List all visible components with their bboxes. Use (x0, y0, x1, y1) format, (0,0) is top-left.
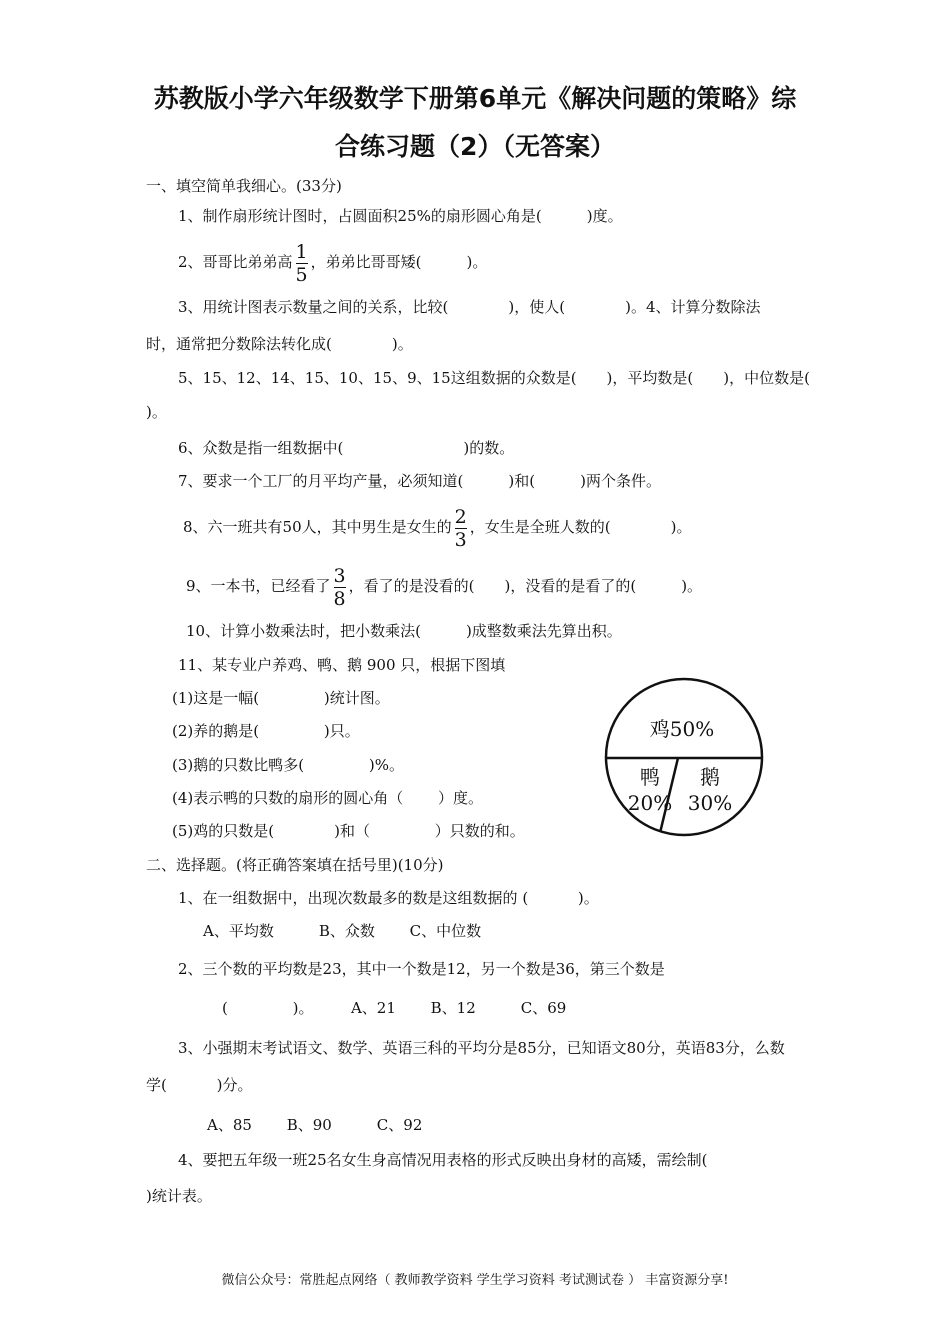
q2-text-post: ，弟弟比哥哥矮( )。 (310, 253, 488, 271)
s1-question-11-part-3: (3)鹅的只数比鸭多( )%。 (172, 756, 404, 774)
pie-label-duck: 鸭 (640, 765, 660, 789)
s1-question-3-line-1: 3、用统计图表示数量之间的关系，比较( )，使人( )。4、计算分数除法 (178, 298, 761, 316)
s2-question-4-line-2: )统计表。 (146, 1187, 212, 1205)
q9-text-pre: 9、一本书，已经看了 (186, 577, 331, 595)
pie-label-chicken: 鸡50% (649, 717, 715, 741)
s1-question-11-part-5: (5)鸡的只数是( )和（ ）只数的和。 (172, 822, 525, 840)
q8-fraction-denominator: 3 (454, 528, 467, 551)
s2-question-4-line-1: 4、要把五年级一班25名女生身高情况用表格的形式反映出身材的高矮，需绘制( (178, 1151, 708, 1169)
s1-question-5-line-1: 5、15、12、14、15、10、15、9、15这组数据的众数是( )，平均数是( )，中位数是( (178, 369, 810, 387)
s1-question-11-part-2: (2)养的鹅是( )只。 (172, 722, 360, 740)
s2-question-3-options: A、85 B、90 C、92 (207, 1116, 423, 1134)
footer-note: 微信公众号：常胜起点网络（ 教师教学资料 学生学习资料 考试测试卷 ） 丰富资源分享! (221, 1273, 729, 1288)
s2-question-1-options: A、平均数 B、众数 C、中位数 (203, 922, 482, 940)
q2-fraction-denominator: 5 (295, 263, 308, 286)
s2-question-3-line-2: 学( )分。 (146, 1076, 253, 1094)
s1-question-6: 6、众数是指一组数据中( )的数。 (178, 439, 515, 457)
section1-heading: 一、填空简单我细心。(33分) (146, 177, 342, 195)
s1-question-11-part-1: (1)这是一幅( )统计图。 (172, 689, 390, 707)
s1-question-3-line-2: 时，通常把分数除法转化成( )。 (146, 335, 413, 353)
q2-fraction (296, 242, 308, 285)
q8-text-post: ，女生是全班人数的( )。 (469, 518, 692, 536)
s2-question-1: 1、在一组数据中，出现次数最多的数是这组数据的 ( )。 (178, 889, 599, 907)
pie-label-goose-percent: 30% (687, 791, 733, 815)
q9-text-post: ，看了的是没看的( )，没看的是看了的( )。 (348, 577, 703, 595)
s2-question-2-line-1: 2、三个数的平均数是23，其中一个数是12，另一个数是36，第三个数是 (178, 960, 665, 978)
q9-fraction-numerator: 3 (333, 564, 346, 587)
s1-question-10: 10、计算小数乘法时，把小数乘法( )成整数乘法先算出积。 (186, 622, 622, 640)
s1-question-11-part-4: (4)表示鸭的只数的扇形的圆心角（ ）度。 (172, 789, 484, 807)
page-title-line-1: 苏教版小学六年级数学下册第6单元《解决问题的策略》综 (153, 84, 797, 113)
s2-question-3-line-1: 3、小强期末考试语文、数学、英语三科的平均分是85分，已知语文80分，英语83分，么数 (178, 1039, 785, 1057)
pie-chart (600, 670, 770, 845)
s1-question-5-line-2: )。 (146, 403, 167, 421)
pie-label-duck-percent: 20% (627, 791, 673, 815)
q9-fraction (334, 566, 346, 609)
q8-fraction-numerator: 2 (454, 505, 467, 528)
s2-question-2-line-2: ( )。 A、21 B、12 C、69 (222, 999, 567, 1017)
section2-heading: 二、选择题。(将正确答案填在括号里)(10分) (146, 856, 444, 874)
q2-fraction-numerator: 1 (295, 240, 308, 263)
s1-question-8 (183, 503, 691, 551)
s1-question-11: 11、某专业户养鸡、鸭、鹅 900 只，根据下图填 (178, 656, 506, 674)
q8-text-pre: 8、六一班共有50人，其中男生是女生的 (183, 518, 452, 536)
q2-text-pre: 2、哥哥比弟弟高 (178, 253, 293, 271)
pie-label-goose: 鹅 (700, 765, 720, 789)
q8-fraction (455, 507, 467, 550)
s1-question-1: 1、制作扇形统计图时，占圆面积25%的扇形圆心角是( )度。 (178, 207, 623, 225)
s1-question-2 (178, 238, 487, 286)
s1-question-9 (186, 562, 702, 610)
s1-question-7: 7、要求一个工厂的月平均产量，必须知道( )和( )两个条件。 (178, 472, 661, 490)
page-title-line-2: 合练习题（2）（无答案） (335, 132, 615, 161)
q9-fraction-denominator: 8 (333, 587, 346, 610)
